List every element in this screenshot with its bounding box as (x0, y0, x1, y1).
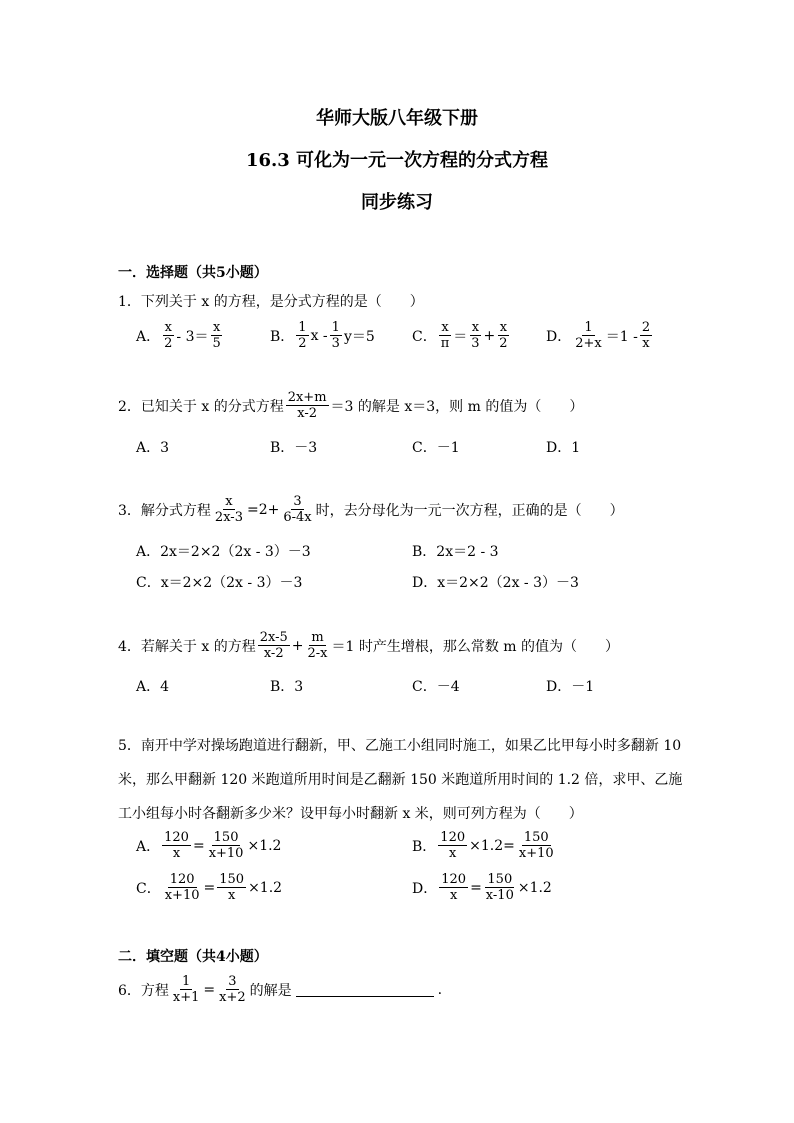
q2-option-a: A．3 (136, 440, 170, 456)
question-1-stem: 1．下列关于 x 的方程，是分式方程的是（ ） (118, 294, 424, 310)
q2-option-d: D．1 (546, 440, 581, 456)
q3-option-c: C．x＝2×2（2x - 3）－3 (136, 575, 303, 591)
question-6-stem: 6．方程 $\frac{1}{x+1}$ = $\frac{3}{x+2}$ 的解是 . (118, 974, 443, 1005)
question-4-stem: 4．若解关于 x 的方程 $\frac{2x-5}{x-2}$ + $\frac{m}{2-x}$ ＝1 时产生增根，那么常数 m 的值为（ ） (118, 630, 620, 661)
q1-option-c: C． $\frac{x}{\pi}$ ＝ $\frac{x}{3}$ + $\frac{x}{2}$ (412, 320, 508, 351)
q1-option-a: A． $\frac{x}{2}$ - 3＝ $\frac{x}{5}$ (136, 320, 221, 351)
q4-option-d: D．－1 (546, 679, 595, 695)
doc-subtitle: 16.3 可化为一元一次方程的分式方程 (245, 150, 549, 171)
q5-option-c: C． $\frac{120}{x+10}$ = $\frac{150}{x}$ ×1.2 (136, 872, 283, 903)
q3-option-b: B．2x＝2 - 3 (412, 544, 499, 560)
doc-subtitle-2: 同步练习 (361, 192, 433, 213)
q5-option-a: A． $\frac{120}{x}$ = $\frac{150}{x+10}$ ×1.2 (136, 830, 282, 861)
q2-option-b: B．－3 (270, 440, 318, 456)
question-2-stem: 2．已知关于 x 的分式方程 $\frac{2x+m}{x-2}$ ＝3 的解是 x＝3，则 m 的值为（ ） (118, 390, 584, 421)
q5-option-b: B． $\frac{120}{x}$ ×1.2= $\frac{150}{x+10}$ (412, 830, 554, 861)
q1-option-d: D． $\frac{1}{2+x}$ ＝1 - $\frac{2}{x}$ (546, 320, 651, 351)
q5-option-d: D． $\frac{120}{x}$ = $\frac{150}{x-10}$ ×1.2 (412, 872, 552, 903)
q4-option-a: A．4 (136, 679, 170, 695)
doc-title: 华师大版八年级下册 (316, 108, 478, 129)
q3-option-d: D．x＝2×2（2x - 3）－3 (412, 575, 579, 591)
q3-option-a: A．2x＝2×2（2x - 3）－3 (136, 544, 311, 560)
section-heading-fill: 二．填空题（共4小题） (118, 949, 268, 965)
q1-option-b: B． $\frac{1}{2}$ x - $\frac{1}{3}$ y＝5 (270, 320, 375, 351)
question-3-stem: 3．解分式方程 $\frac{x}{2x-3}$ =2+ $\frac{3}{6-4x}$ 时，去分母化为一元一次方程，正确的是（ ） (118, 494, 624, 525)
q4-option-b: B．3 (270, 679, 304, 695)
q4-option-c: C．－4 (412, 679, 460, 695)
q2-option-c: C．－1 (412, 440, 460, 456)
answer-blank[interactable] (296, 982, 434, 997)
section-heading-choice: 一．选择题（共5小题） (118, 265, 268, 281)
question-5-stem: 5．南开中学对操场跑道进行翻新，甲、乙施工小组同时施工，如果乙比甲每小时多翻新 10 米，那么甲翻新 120 米跑道所用时间是乙翻新 150 米跑道所用时间的 1.2 倍，求甲、乙施工小组每小时各翻新多少米？设甲每小时翻新 x 米，则可列方程为（ ） (118, 738, 683, 822)
